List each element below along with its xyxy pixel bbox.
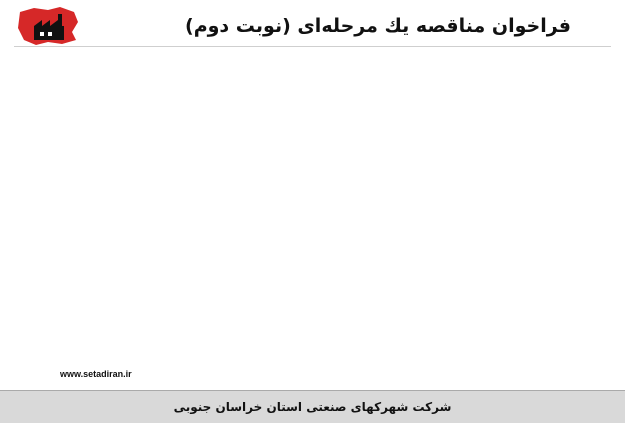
notice-paragraph [22, 162, 611, 175]
notice-paragraph [22, 78, 611, 91]
notice-paragraph [22, 120, 611, 133]
notice-paragraph [22, 50, 611, 63]
notice-paragraph [22, 316, 611, 329]
notice-title: فراخوان مناقصه یك مرحله‌ای (نوبت دوم) [185, 15, 571, 37]
notice-body [22, 50, 611, 389]
notice-paragraph [22, 302, 611, 315]
footer-bar [0, 390, 625, 423]
notice-paragraph [22, 148, 611, 161]
notice-paragraph [22, 92, 611, 105]
notice-paragraph [22, 330, 611, 343]
footer-company: شرکت شهرکهای صنعتی استان خراسان جنوبی [173, 400, 452, 414]
notice-paragraph [22, 274, 611, 287]
notice-paragraph [22, 218, 611, 231]
factory-map-icon [14, 4, 84, 48]
notice-paragraph [22, 134, 611, 147]
notice-paragraph [22, 176, 611, 189]
notice-paragraph [22, 190, 611, 203]
notice-paragraph [22, 232, 611, 245]
notice-paragraph [22, 64, 611, 77]
website-link[interactable]: www.setadiran.ir [60, 369, 132, 379]
notice-paragraph [22, 288, 611, 301]
notice-paragraph [22, 204, 611, 217]
notice-header [14, 6, 611, 47]
notice-paragraph [22, 260, 611, 273]
notice-paragraph [22, 106, 611, 119]
notice-paragraph [22, 246, 611, 259]
